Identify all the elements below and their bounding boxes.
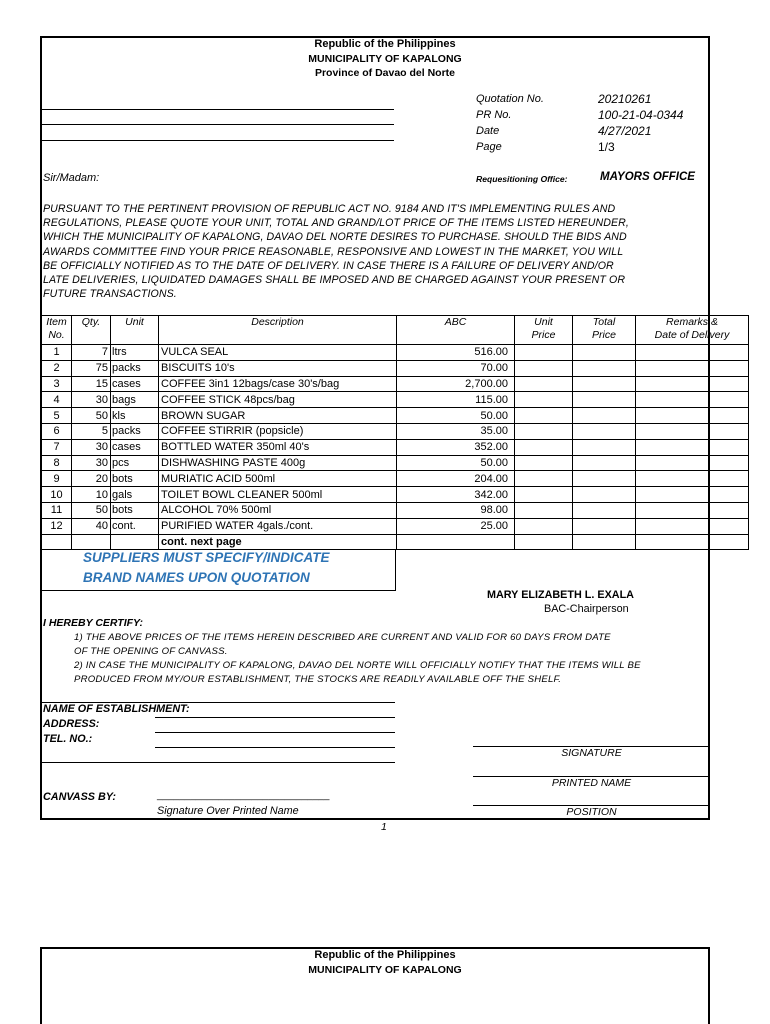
cell-item-no: 8 bbox=[42, 455, 72, 471]
cell-empty bbox=[573, 534, 636, 550]
cell-unit: ltrs bbox=[111, 345, 159, 361]
cell-empty bbox=[636, 534, 749, 550]
establishment-bottom-line bbox=[41, 762, 395, 763]
salutation: Sir/Madam: bbox=[43, 172, 100, 184]
cell-description: BROWN SUGAR bbox=[159, 408, 397, 424]
cell-unit: cases bbox=[111, 439, 159, 455]
intro-line: FUTURE TRANSACTIONS. bbox=[43, 288, 177, 301]
cell-unit: cont. bbox=[111, 518, 159, 534]
intro-line: PURSUANT TO THE PERTINENT PROVISION OF REPUBLIC ACT NO. 9184 AND IT'S IMPLEMENTING RULES AND bbox=[43, 203, 616, 215]
cell-abc: 204.00 bbox=[397, 471, 515, 487]
cell-total-price[interactable] bbox=[573, 392, 636, 408]
col-header-remarks: Remarks & Date of Delivery bbox=[636, 316, 749, 345]
col-header-qty: Qty. bbox=[72, 316, 111, 345]
col-header-item: Item No. bbox=[42, 316, 72, 345]
page-label: Page bbox=[476, 141, 502, 153]
cont-next-page: cont. next page bbox=[159, 534, 397, 550]
cell-total-price[interactable] bbox=[573, 423, 636, 439]
cell-remarks[interactable] bbox=[636, 487, 749, 503]
intro-line: WHICH THE MUNICIPALITY OF KAPALONG, DAVAO DEL NORTE DESIRES TO PURCHASE. SHOULD THE BIDS AND bbox=[43, 231, 627, 244]
intro-line: BE OFFICIALLY NOTIFIED AS TO THE DATE OF DELIVERY. IN CASE THERE IS A FAILURE OF DELIVERY AND/OR bbox=[43, 259, 614, 272]
canvass-signature-line[interactable]: _______________________________ bbox=[157, 790, 330, 801]
col-header-unit: Unit bbox=[111, 316, 159, 345]
cell-unit-price[interactable] bbox=[515, 376, 573, 392]
cell-item-no: 3 bbox=[42, 376, 72, 392]
cell-qty: 20 bbox=[72, 471, 111, 487]
table-row bbox=[42, 518, 749, 534]
date-value: 4/27/2021 bbox=[598, 124, 652, 138]
cell-total-price[interactable] bbox=[573, 455, 636, 471]
cell-total-price[interactable] bbox=[573, 376, 636, 392]
cell-unit-price[interactable] bbox=[515, 408, 573, 424]
quotation-label: Quotation No. bbox=[476, 93, 544, 105]
cell-qty: 30 bbox=[72, 439, 111, 455]
cell-description: ALCOHOL 70% 500ml bbox=[159, 502, 397, 518]
col-header-unit-price: Unit Price bbox=[515, 316, 573, 345]
table-row bbox=[42, 376, 749, 392]
cell-total-price[interactable] bbox=[573, 408, 636, 424]
cell-total-price[interactable] bbox=[573, 471, 636, 487]
cell-unit-price[interactable] bbox=[515, 518, 573, 534]
cell-item-no: 12 bbox=[42, 518, 72, 534]
blank-line-1 bbox=[41, 109, 394, 110]
cell-description: VULCA SEAL bbox=[159, 345, 397, 361]
establishment-name-label: NAME OF ESTABLISHMENT: bbox=[43, 703, 190, 715]
table-row bbox=[42, 487, 749, 503]
cell-unit: bots bbox=[111, 502, 159, 518]
tel-field[interactable] bbox=[155, 747, 395, 748]
cell-unit: cases bbox=[111, 376, 159, 392]
cell-description: COFFEE 3in1 12bags/case 30's/bag bbox=[159, 376, 397, 392]
cell-unit: bots bbox=[111, 471, 159, 487]
cell-remarks[interactable] bbox=[636, 345, 749, 361]
suppliers-note-line2: BRAND NAMES UPON QUOTATION bbox=[83, 570, 310, 585]
cell-total-price[interactable] bbox=[573, 518, 636, 534]
cell-description: DISHWASHING PASTE 400g bbox=[159, 455, 397, 471]
cell-empty bbox=[111, 534, 159, 550]
cell-item-no: 1 bbox=[42, 345, 72, 361]
cell-unit: pcs bbox=[111, 455, 159, 471]
address-label: ADDRESS: bbox=[43, 718, 100, 730]
next-page-municipality: MUNICIPALITY OF KAPALONG bbox=[308, 964, 462, 976]
pr-value: 100-21-04-0344 bbox=[598, 108, 684, 122]
cell-empty bbox=[397, 534, 515, 550]
suppliers-note-bottom bbox=[41, 590, 396, 591]
table-row-continuation bbox=[42, 534, 749, 550]
col-header-description: Description bbox=[159, 316, 397, 345]
cell-unit-price[interactable] bbox=[515, 423, 573, 439]
cell-total-price[interactable] bbox=[573, 345, 636, 361]
cell-abc: 352.00 bbox=[397, 439, 515, 455]
intro-line: REGULATIONS, PLEASE QUOTE YOUR UNIT, TOTAL AND GRAND/LOT PRICE OF THE ITEMS LISTED HEREUNDER, bbox=[43, 217, 629, 230]
cell-abc: 516.00 bbox=[397, 345, 515, 361]
table-row bbox=[42, 502, 749, 518]
cell-description: PURIFIED WATER 4gals./cont. bbox=[159, 518, 397, 534]
cell-remarks[interactable] bbox=[636, 392, 749, 408]
cell-qty: 50 bbox=[72, 408, 111, 424]
header-municipality: MUNICIPALITY OF KAPALONG bbox=[308, 53, 462, 65]
table-row bbox=[42, 439, 749, 455]
cell-abc: 115.00 bbox=[397, 392, 515, 408]
cell-remarks[interactable] bbox=[636, 360, 749, 376]
cell-remarks[interactable] bbox=[636, 471, 749, 487]
certify-line1: 1) THE ABOVE PRICES OF THE ITEMS HEREIN DESCRIBED ARE CURRENT AND VALID FOR 60 DAYS FROM DATE bbox=[74, 632, 611, 643]
cell-item-no: 2 bbox=[42, 360, 72, 376]
cell-abc: 2,700.00 bbox=[397, 376, 515, 392]
cell-abc: 70.00 bbox=[397, 360, 515, 376]
cell-unit: packs bbox=[111, 423, 159, 439]
cell-description: COFFEE STICK 48pcs/bag bbox=[159, 392, 397, 408]
header-province: Province of Davao del Norte bbox=[314, 67, 456, 79]
address-field[interactable] bbox=[155, 732, 395, 733]
suppliers-note-line1: SUPPLIERS MUST SPECIFY/INDICATE bbox=[83, 550, 330, 565]
cell-item-no: 5 bbox=[42, 408, 72, 424]
cell-qty: 30 bbox=[72, 455, 111, 471]
table-row bbox=[42, 392, 749, 408]
cell-remarks[interactable] bbox=[636, 502, 749, 518]
cell-unit: gals bbox=[111, 487, 159, 503]
table-row bbox=[42, 455, 749, 471]
items-table bbox=[41, 315, 749, 550]
cell-abc: 25.00 bbox=[397, 518, 515, 534]
cell-total-price[interactable] bbox=[573, 439, 636, 455]
cell-abc: 50.00 bbox=[397, 408, 515, 424]
certify-heading: I HEREBY CERTIFY: bbox=[43, 617, 143, 629]
page-value: 1/3 bbox=[598, 140, 615, 154]
cell-description: MURIATIC ACID 500ml bbox=[159, 471, 397, 487]
cell-item-no: 4 bbox=[42, 392, 72, 408]
next-page-republic: Republic of the Philippines bbox=[314, 949, 456, 961]
cell-unit-price[interactable] bbox=[515, 345, 573, 361]
page-number: 1 bbox=[381, 821, 387, 833]
cell-qty: 50 bbox=[72, 502, 111, 518]
cell-item-no: 11 bbox=[42, 502, 72, 518]
table-row bbox=[42, 423, 749, 439]
cell-item-no: 9 bbox=[42, 471, 72, 487]
col-header-abc: ABC bbox=[397, 316, 515, 345]
certify-line4: PRODUCED FROM MY/OUR ESTABLISHMENT, THE STOCKS ARE READILY AVAILABLE OFF THE SHELF. bbox=[74, 674, 562, 685]
cell-empty bbox=[42, 534, 72, 550]
cell-unit: packs bbox=[111, 360, 159, 376]
cell-empty bbox=[515, 534, 573, 550]
cell-item-no: 7 bbox=[42, 439, 72, 455]
cell-unit-price[interactable] bbox=[515, 360, 573, 376]
cell-abc: 342.00 bbox=[397, 487, 515, 503]
position-label: POSITION bbox=[566, 806, 617, 818]
pr-label: PR No. bbox=[476, 109, 512, 121]
table-row bbox=[42, 360, 749, 376]
quotation-value: 20210261 bbox=[598, 92, 652, 106]
cell-qty: 5 bbox=[72, 423, 111, 439]
cell-remarks[interactable] bbox=[636, 423, 749, 439]
cell-qty: 10 bbox=[72, 487, 111, 503]
requisitioning-label: Requesitioning Office: bbox=[476, 174, 568, 184]
cell-qty: 75 bbox=[72, 360, 111, 376]
cell-unit-price[interactable] bbox=[515, 455, 573, 471]
cell-remarks[interactable] bbox=[636, 455, 749, 471]
cell-qty: 30 bbox=[72, 392, 111, 408]
cell-total-price[interactable] bbox=[573, 360, 636, 376]
intro-line: LATE DELIVERIES, LIQUIDATED DAMAGES SHALL BE IMPOSED AND BE CHARGED AGAINST YOUR PRESENT OR bbox=[43, 274, 626, 287]
certify-line2: OF THE OPENING OF CANVASS. bbox=[74, 646, 228, 657]
cell-empty bbox=[72, 534, 111, 550]
intro-paragraph bbox=[43, 202, 708, 301]
cell-unit: bags bbox=[111, 392, 159, 408]
blank-line-2 bbox=[41, 124, 394, 125]
cell-description: TOILET BOWL CLEANER 500ml bbox=[159, 487, 397, 503]
cell-qty: 40 bbox=[72, 518, 111, 534]
canvass-signature-label: Signature Over Printed Name bbox=[157, 805, 299, 817]
date-label: Date bbox=[476, 125, 500, 137]
col-header-total-price: Total Price bbox=[573, 316, 636, 345]
intro-line: AWARDS COMMITTEE FIND YOUR PRICE REASONABLE, RESPONSIVE AND LOWEST IN THE MARKET, YOU WILL bbox=[43, 245, 624, 258]
canvass-label: CANVASS BY: bbox=[43, 791, 116, 803]
cell-remarks[interactable] bbox=[636, 408, 749, 424]
cell-description: COFFEE STIRRIR (popsicle) bbox=[159, 423, 397, 439]
cell-total-price[interactable] bbox=[573, 502, 636, 518]
cell-description: BISCUITS 10's bbox=[159, 360, 397, 376]
cell-remarks[interactable] bbox=[636, 376, 749, 392]
cell-abc: 98.00 bbox=[397, 502, 515, 518]
requisitioning-value: MAYORS OFFICE bbox=[600, 171, 695, 183]
cell-remarks[interactable] bbox=[636, 518, 749, 534]
certify-line3: 2) IN CASE THE MUNICIPALITY OF KAPALONG, DAVAO DEL NORTE WILL OFFICIALLY NOTIFY THAT THE ITEMS WILL BE bbox=[74, 660, 641, 671]
cell-abc: 35.00 bbox=[397, 423, 515, 439]
table-header-row bbox=[42, 316, 749, 345]
signature-label: SIGNATURE bbox=[561, 747, 622, 759]
cell-qty: 15 bbox=[72, 376, 111, 392]
cell-unit-price[interactable] bbox=[515, 487, 573, 503]
cell-item-no: 6 bbox=[42, 423, 72, 439]
table-row bbox=[42, 345, 749, 361]
blank-line-3 bbox=[41, 140, 394, 141]
establishment-name-field[interactable] bbox=[155, 717, 395, 718]
chairperson-name: MARY ELIZABETH L. EXALA bbox=[487, 589, 634, 601]
cell-unit-price[interactable] bbox=[515, 392, 573, 408]
cell-description: BOTTLED WATER 350ml 40's bbox=[159, 439, 397, 455]
chairperson-title: BAC-Chairperson bbox=[544, 603, 629, 615]
tel-label: TEL. NO.: bbox=[43, 733, 93, 745]
cell-unit-price[interactable] bbox=[515, 502, 573, 518]
cell-abc: 50.00 bbox=[397, 455, 515, 471]
cell-unit-price[interactable] bbox=[515, 439, 573, 455]
table-row bbox=[42, 408, 749, 424]
cell-unit-price[interactable] bbox=[515, 471, 573, 487]
cell-qty: 7 bbox=[72, 345, 111, 361]
printed-name-label: PRINTED NAME bbox=[551, 777, 632, 789]
cell-unit: kls bbox=[111, 408, 159, 424]
cell-remarks[interactable] bbox=[636, 439, 749, 455]
header-republic: Republic of the Philippines bbox=[314, 38, 456, 50]
table-row bbox=[42, 471, 749, 487]
cell-total-price[interactable] bbox=[573, 487, 636, 503]
cell-item-no: 10 bbox=[42, 487, 72, 503]
